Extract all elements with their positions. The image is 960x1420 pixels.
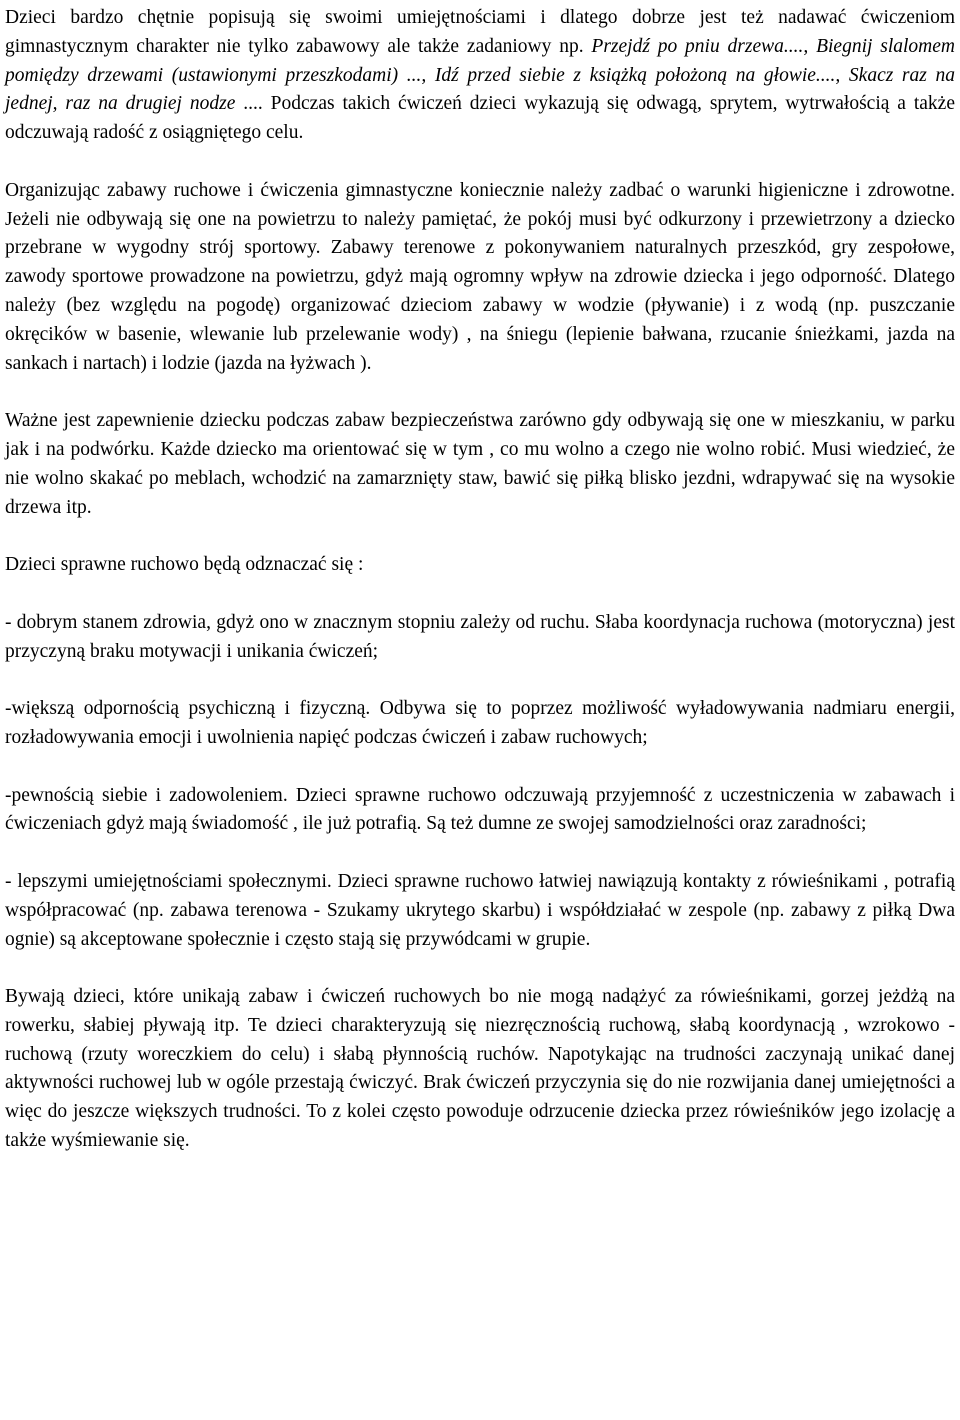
list-item-health: - dobrym stanem zdrowia, gdyż ono w znacznym stopniu zależy od ruchu. Słaba koordynacja ruchowa (motoryczna) jest przyczyną braku motywacji i unikania ćwiczeń; [5,611,955,662]
list-item-social-skills: - lepszymi umiejętnościami społecznymi. Dzieci sprawne ruchowo łatwiej nawiązują kontakty z rówieśnikami , potrafią współpracować (np. zabawa terenowa - Szukamy ukrytego skarbu) i współdziałać w zespole (np. zabawy z piłką Dwa ognie) są akceptowane społecznie i często stają się przywódcami w grupie. [5,870,955,950]
hygiene-paragraph: Organizując zabawy ruchowe i ćwiczenia gimnastyczne koniecznie należy zadbać o warunki higieniczne i zdrowotne. Jeżeli nie odbywają się one na powietrzu to należy pamiętać, że pokój musi być odkurzony i przewietrzony a dziecko przebrane w wygodny strój sportowy. Zabawy terenowe z pokonywaniem naturalnych przeszkód, gry zespołowe, zawody sportowe prowadzone na powietrzu, gdyż mają ogromny wpływ na zdrowie dziecka i jego odporność. Dlatego należy (bez względu na pogodę) organizować dzieciom zabawy w wodzie (pływanie) i z wodą (np. puszczanie okręcików w basenie, wlewanie lub przelewanie wody) , na śniegu (lepienie bałwana, rzucanie śnieżkami, jazda na sankach i nartach) i lodzie (jazda na łyżwach ). [5,179,955,374]
intro-text-start: Dzieci bardzo chętnie popisują się swoimi umiejętnościami i dlatego dobrze jest też nadawać ćwiczeniom gimnastycznym charakter nie tylko zabawowy ale także zadaniowy np. [5,7,955,57]
intro-example-walk-log: Przejdź po pniu drzewa...., [591,35,809,57]
intro-example-slalom: Biegnij slalomem pomiędzy drzewami (ustawionymi przeszkodami) ..., [5,35,955,86]
list-item-confidence: -pewnością siebie i zadowoleniem. Dzieci sprawne ruchowo odczuwają przyjemność z uczestniczenia w zabawach i ćwiczeniach gdyż mają świadomość , ile już potrafią. Są też dumne ze swojej samodzielności oraz zaradności; [5,784,955,835]
list-lead-paragraph: Dzieci sprawne ruchowo będą odznaczać się : [5,554,364,576]
intro-paragraph [5,4,955,148]
final-paragraph: Bywają dzieci, które unikają zabaw i ćwiczeń ruchowych bo nie mogą nadążyć za rówieśnikami, gorzej jeżdżą na rowerku, słabiej pływają itp. Te dzieci charakteryzują się niezręcznością ruchową, słabą koordynacją , wzrokowo - ruchową (rzuty woreczkiem do celu) i słabą płynnością ruchów. Napotykając na trudności zaczynają unikać danej aktywności ruchowej lub w ogóle przestają ćwiczyć. Brak ćwiczeń przyczynia się do nie rozwijania danej umiejętności a więc do jeszcze większych trudności. To z kolei często powoduje odrzucenie dziecka przez rówieśników jego izolację a także wyśmiewanie się. [5,986,955,1152]
intro-example-book-on-head: Idź przed siebie z książką położoną na głowie...., [426,64,841,86]
intro-text-end: .... Podczas takich ćwiczeń dzieci wykazują się odwagą, sprytem, wytrwałością a także odczuwają radość z osiągniętego celu. [5,93,955,144]
intro-example-hop: Skacz raz na jednej, raz na drugiej nodze [5,64,955,115]
list-item-resilience: -większą odpornością psychiczną i fizyczną. Odbywa się to poprzez możliwość wyładowywania nadmiaru energii, rozładowywania emocji i uwolnienia napięć podczas ćwiczeń i zabaw ruchowych; [5,698,955,748]
safety-paragraph: Ważne jest zapewnienie dziecku podczas zabaw bezpieczeństwa zarówno gdy odbywają się one w mieszkaniu, w parku jak i na podwórku. Każde dziecko ma orientować się w tym , co mu wolno a czego nie wolno robić. Musi wiedzieć, że nie wolno skakać po meblach, wchodzić na zamarznięty staw, bawić się piłką blisko jezdni, wdrapywać się na wysokie drzewa itp. [5,410,955,518]
